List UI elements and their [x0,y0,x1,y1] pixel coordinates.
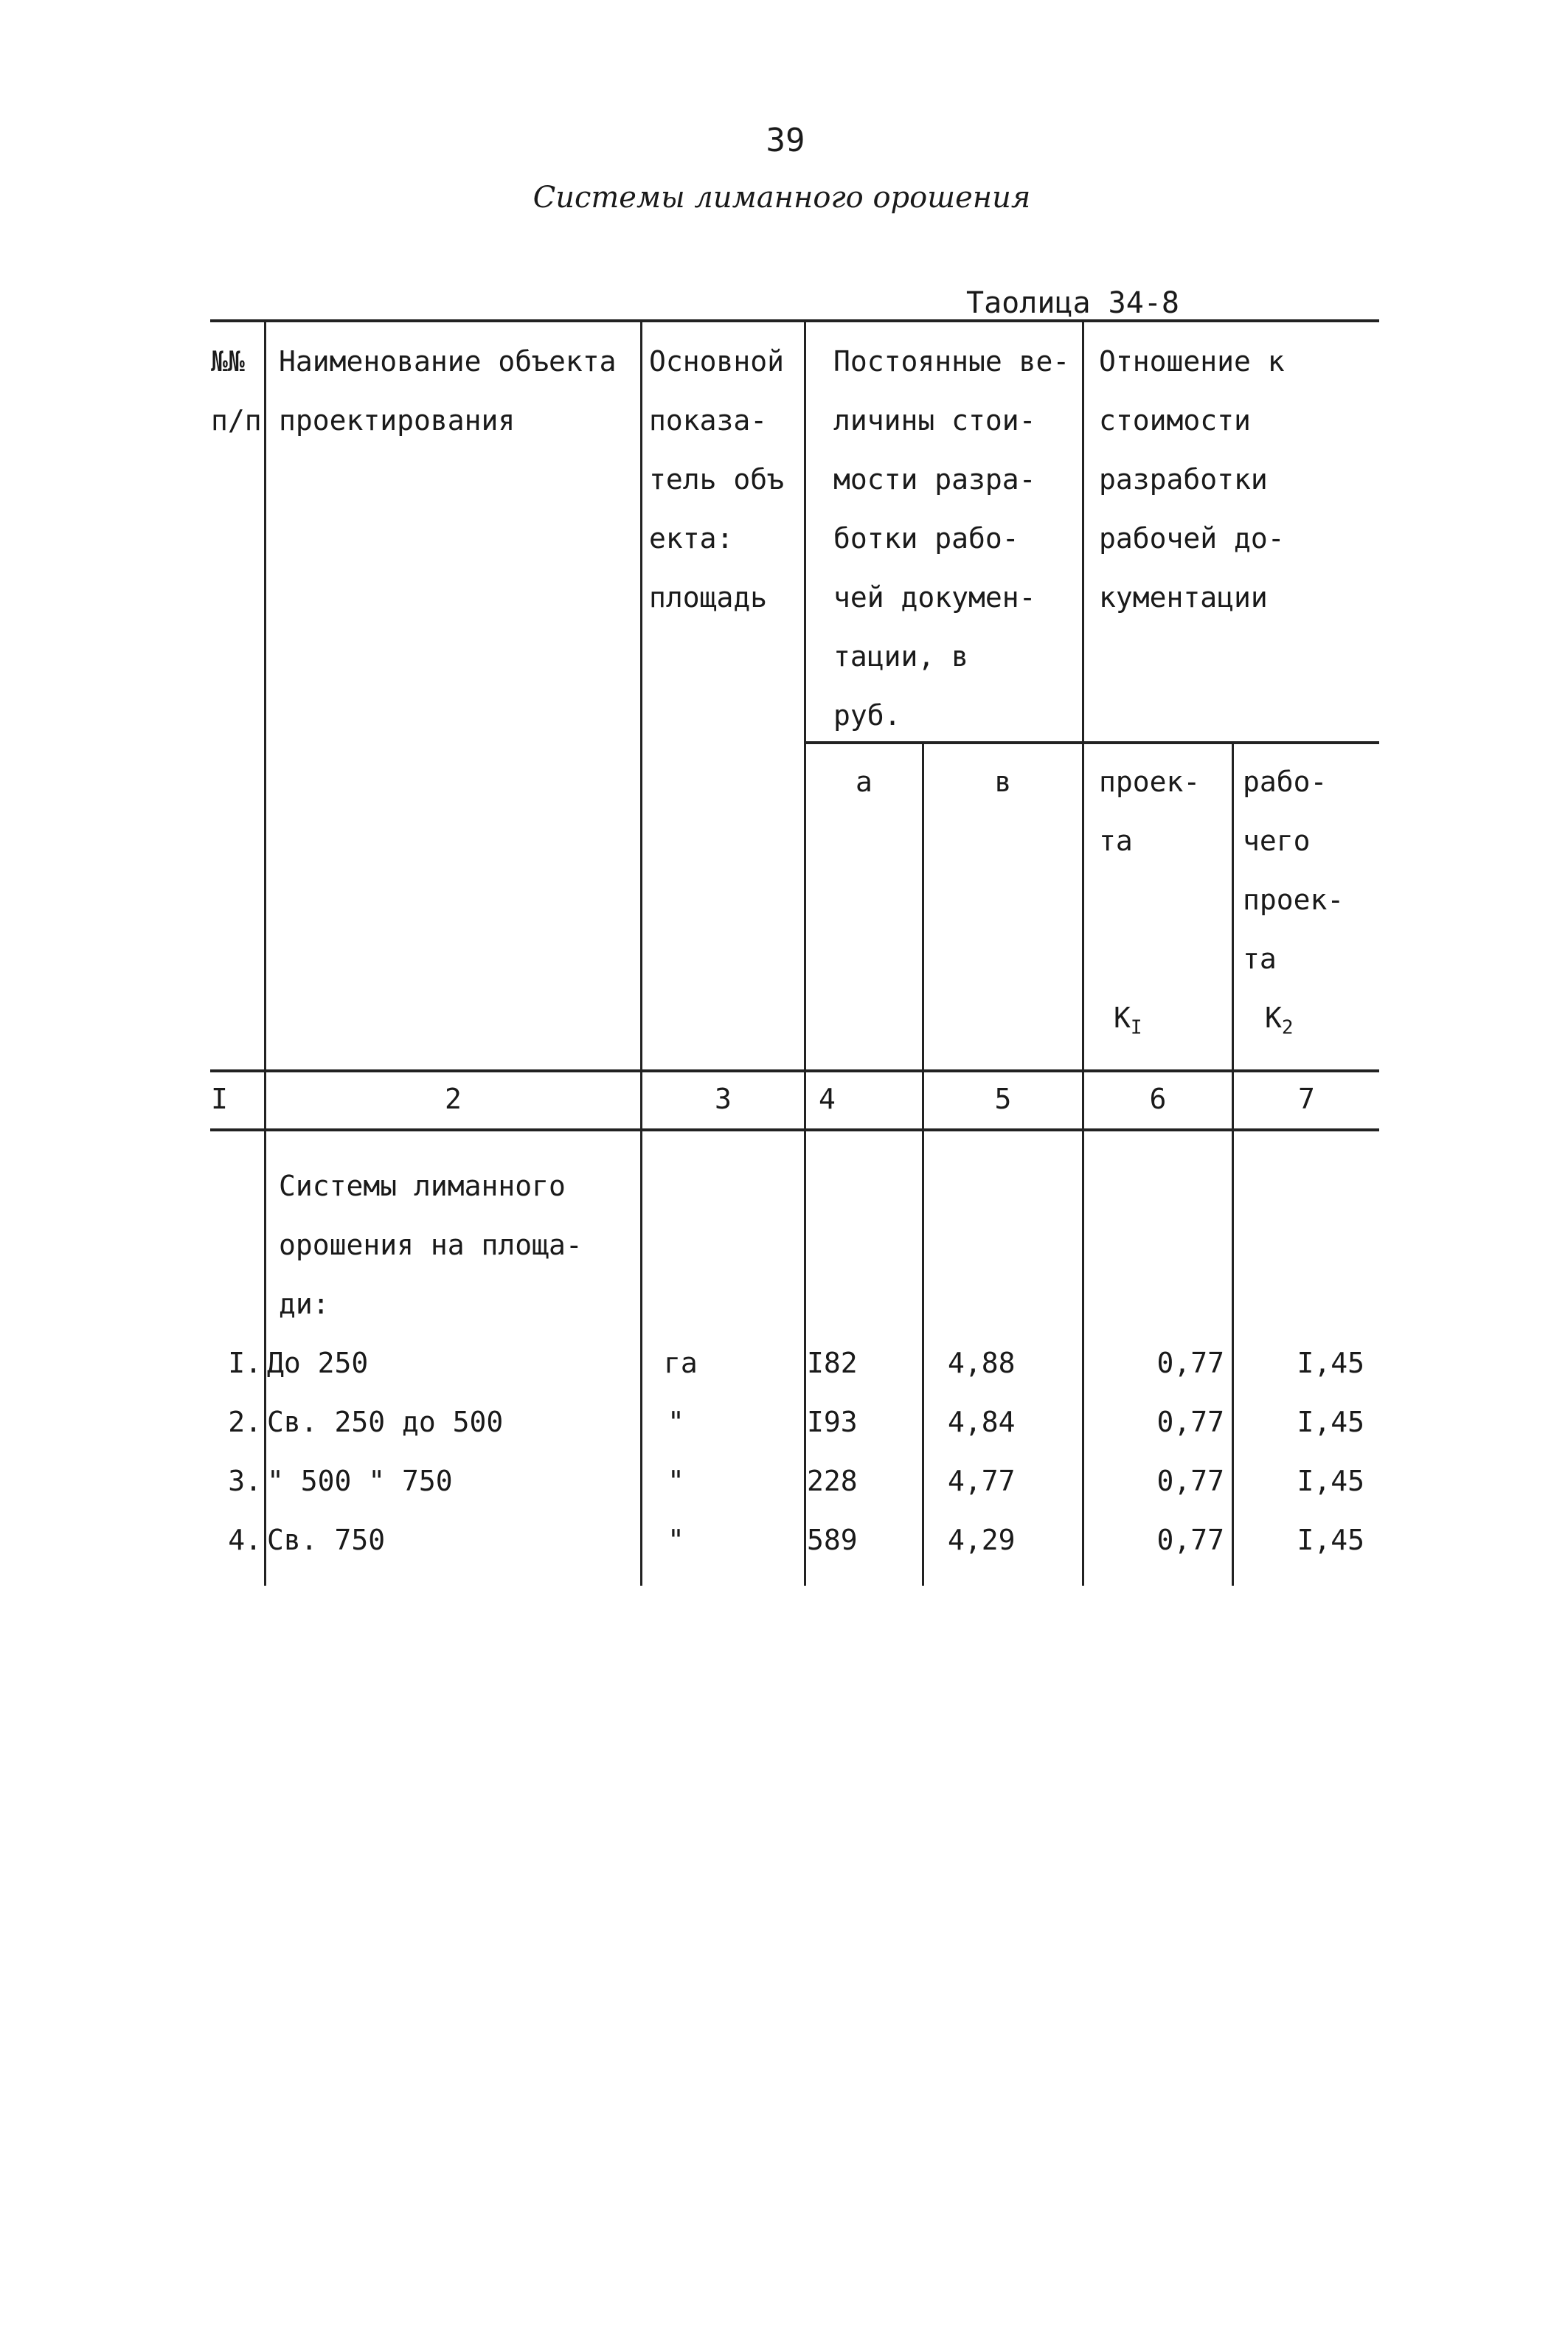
row-value-a: I82 [807,1347,858,1379]
row-name: Св. 250 до 500 [267,1406,504,1438]
table-row [0,1451,1568,1510]
header-col-a: а [856,766,873,798]
row-name: Св. 750 [267,1524,386,1556]
header-main-indicator: Основной показа- тель объ екта: площадь [649,345,785,614]
row-k1: 0,77 [1156,1524,1224,1556]
row-number: I. [228,1347,262,1379]
column-number: 7 [1298,1083,1315,1115]
header-col-project: проек- та [1099,766,1201,857]
row-k1: 0,77 [1156,1465,1224,1497]
row-k2: I,45 [1297,1406,1364,1438]
row-number: 3. [228,1465,262,1497]
row-value-b: 4,84 [948,1406,1016,1438]
group-label: Системы лиманного орошения на площа- ди: [279,1170,583,1320]
column-number: 3 [715,1083,732,1115]
table-row [0,1333,1568,1392]
row-unit: " [667,1406,684,1438]
table-label: Таолица 34-8 [966,286,1179,320]
row-number: 2. [228,1406,262,1438]
column-number: 4 [819,1083,836,1115]
table-row [0,1510,1568,1569]
header-k1: $К_I$ [1114,1002,1142,1039]
row-value-b: 4,77 [948,1465,1016,1497]
column-number: I [211,1083,228,1115]
row-number: 4. [228,1524,262,1556]
column-number: 6 [1149,1083,1167,1115]
row-k1: 0,77 [1156,1406,1224,1438]
row-k2: I,45 [1297,1524,1364,1556]
row-k2: I,45 [1297,1465,1364,1497]
row-value-a: I93 [807,1406,858,1438]
row-value-a: 228 [807,1465,858,1497]
header-object-name: Наименование объекта проектирования [279,345,617,437]
header-k2: $К_2$ [1265,1002,1294,1039]
header-number: №№ п/п [211,345,262,437]
page-number: 39 [766,122,805,159]
row-unit: " [667,1524,684,1556]
column-number: 2 [445,1083,462,1115]
row-name: До 250 [267,1347,369,1379]
row-unit: " [667,1465,684,1497]
column-number: 5 [994,1083,1012,1115]
row-value-b: 4,88 [948,1347,1016,1379]
header-constant-values: Постоянные ве- личины стои- мости разра- ботки рабо- чей докумен- тации, в руб. [833,345,1070,732]
header-col-working-project: рабо- чего проек- та [1243,766,1345,975]
row-value-a: 589 [807,1524,858,1556]
row-k1: 0,77 [1156,1347,1224,1379]
row-name: " 500 " 750 [267,1465,453,1497]
row-unit: га [664,1347,698,1379]
row-k2: I,45 [1297,1347,1364,1379]
header-cost-ratio: Отношение к стоимости разработки рабочей до- кументации [1099,345,1285,614]
row-value-b: 4,29 [948,1524,1016,1556]
page-title: Системы лиманного орошения [533,181,1031,215]
table-row [0,1392,1568,1451]
header-col-b: в [994,766,1012,798]
